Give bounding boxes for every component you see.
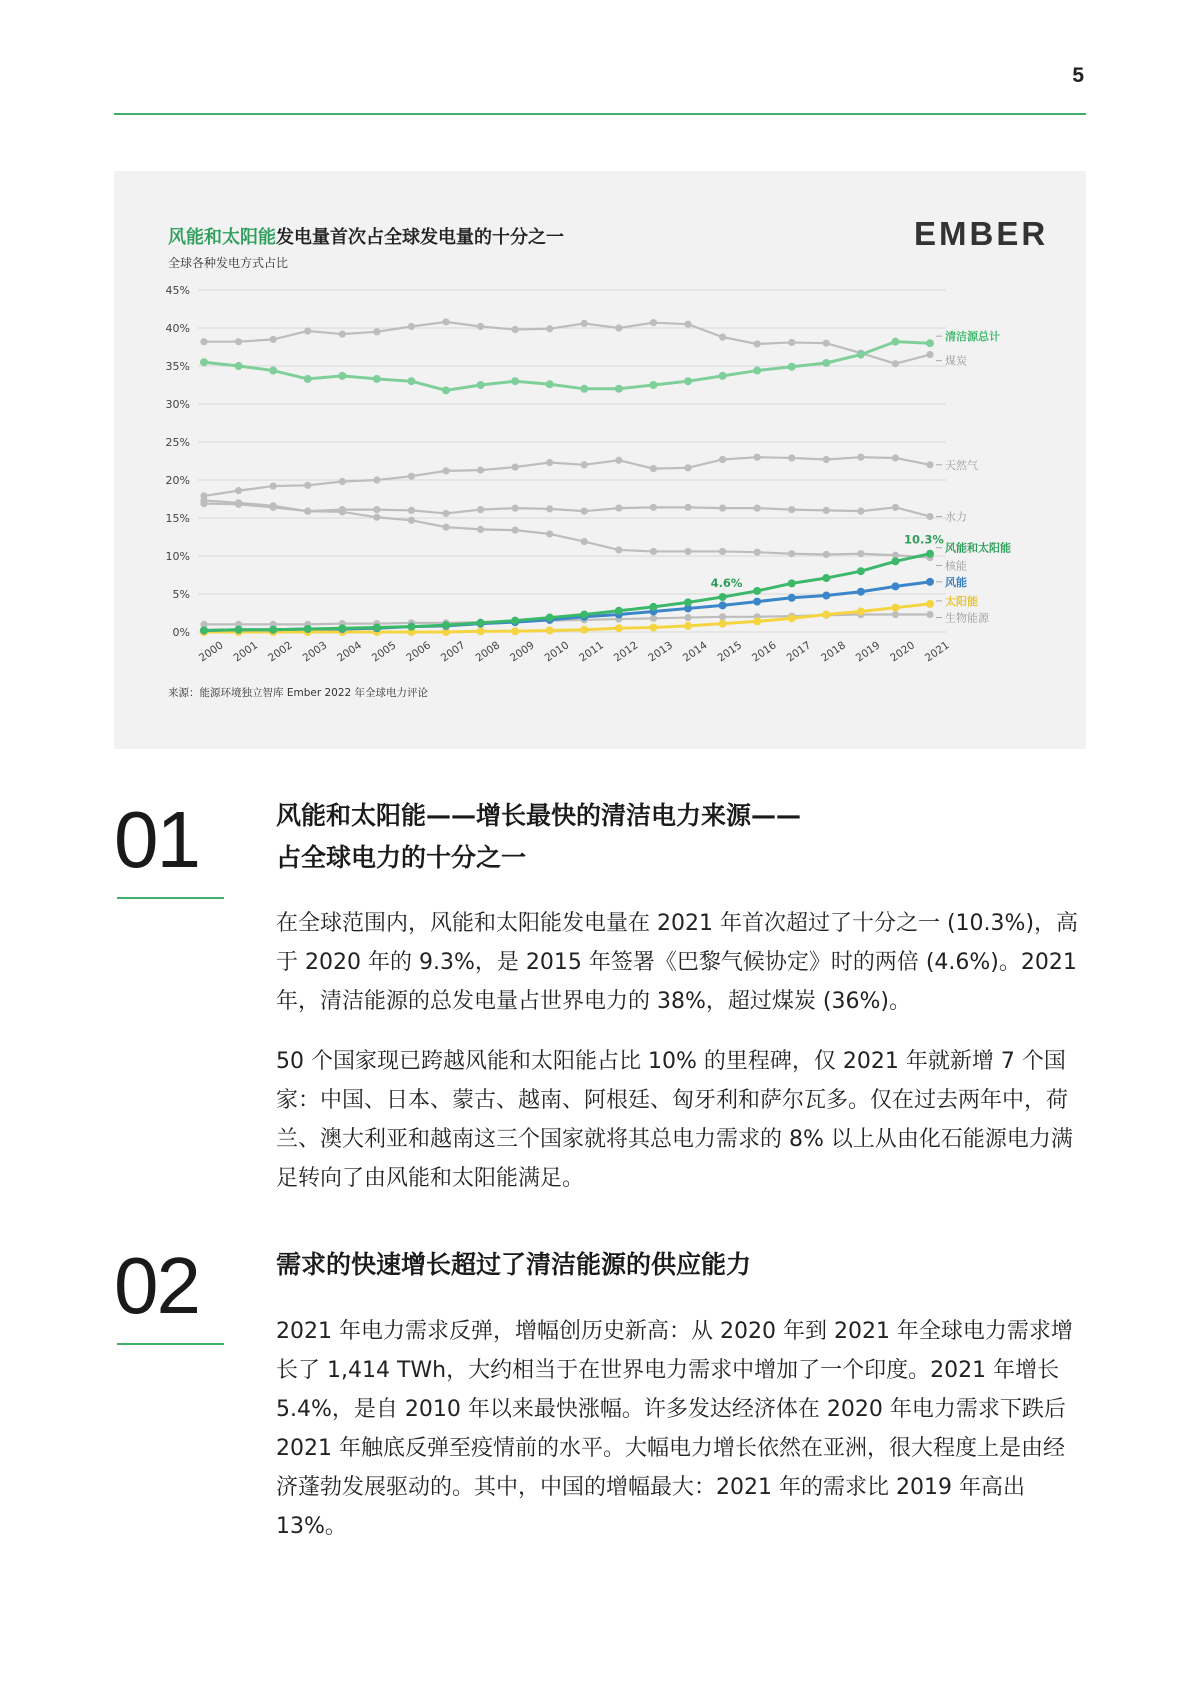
data-point <box>235 499 242 506</box>
data-point <box>822 359 830 367</box>
x-tick-label: 2009 <box>507 639 537 665</box>
data-point <box>407 377 415 385</box>
data-point <box>650 319 657 326</box>
x-tick-label: 2014 <box>680 639 710 665</box>
data-point <box>270 502 277 509</box>
data-point <box>615 324 622 331</box>
data-point <box>892 611 899 618</box>
series-label: 清洁源总计 <box>945 330 1000 344</box>
section-number: 01 <box>114 795 199 884</box>
chart-title-highlight: 风能和太阳能 <box>168 227 276 248</box>
data-point <box>304 508 311 515</box>
chart-figure <box>114 171 1086 749</box>
data-point <box>270 482 277 489</box>
data-point <box>269 367 277 375</box>
data-point <box>684 504 691 511</box>
y-tick-label: 45% <box>165 284 190 297</box>
data-point <box>857 351 865 359</box>
data-point <box>546 530 553 537</box>
series-label: 煤炭 <box>945 354 967 368</box>
data-point <box>719 456 726 463</box>
data-point <box>408 507 415 514</box>
x-tick-label: 2006 <box>404 639 434 665</box>
data-point <box>788 506 795 513</box>
data-point <box>650 465 657 472</box>
data-point <box>857 550 864 557</box>
x-tick-label: 2013 <box>646 639 676 665</box>
x-tick-label: 2004 <box>335 639 364 665</box>
section-heading <box>276 795 1036 879</box>
section-paragraph: 2021 年电力需求反弹，增幅创历史新高：从 2020 年到 2021 年全球电力需求增长了 1,414 TWh，大约相当于在世界电力需求中增加了一个印度。2021 年增长 5.4%，是自 2010 年以来最快涨幅。许多发达经济体在 2020 年电力需求下跌后 2021 年触底反弹至疫情前的水平。大幅电力增长依然在亚洲，很大程度上是由经济蓬勃发展驱动的。其中，中国的增幅最大：2021 年的需求比 2019 年高出 13%。 <box>276 1319 1073 1539</box>
data-point <box>719 620 727 628</box>
data-point <box>926 513 933 520</box>
data-point <box>477 323 484 330</box>
section-heading-line: 占全球电力的十分之一 <box>276 843 527 872</box>
data-point <box>788 363 796 371</box>
data-point <box>512 326 519 333</box>
data-point <box>822 611 830 619</box>
data-point <box>200 338 207 345</box>
data-point <box>546 459 553 466</box>
data-point <box>650 615 657 622</box>
data-point <box>926 611 933 618</box>
data-point <box>200 626 208 634</box>
data-point <box>235 626 243 634</box>
series-line <box>204 582 930 631</box>
y-tick-label: 25% <box>165 436 190 449</box>
data-point <box>719 613 726 620</box>
data-point <box>512 463 519 470</box>
series-label: 风能 <box>945 575 967 589</box>
data-point <box>788 454 795 461</box>
data-point <box>304 327 311 334</box>
section-divider <box>117 897 224 899</box>
data-point <box>512 527 519 534</box>
data-point <box>546 614 554 622</box>
data-point <box>235 338 242 345</box>
series-line <box>204 504 930 517</box>
data-point <box>684 614 691 621</box>
data-point <box>719 593 727 601</box>
data-point <box>857 567 865 575</box>
data-point <box>477 381 485 389</box>
x-tick-label: 2002 <box>265 639 295 665</box>
x-tick-label: 2015 <box>715 639 745 665</box>
x-tick-label: 2007 <box>438 639 468 665</box>
data-point <box>857 588 865 596</box>
data-point <box>857 454 864 461</box>
data-point <box>684 464 691 471</box>
section-paragraph: 50 个国家现已跨越风能和太阳能占比 10% 的里程碑，仅 2021 年就新增 7 个国家：中国、日本、蒙古、越南、阿根廷、匈牙利和萨尔瓦多。仅在过去两年中，荷兰、澳大利亚和越南这三个国家就将其总电力需求的 8% 以上从由化石能源电力满足转向了由风能和太阳能满足。 <box>276 1049 1073 1191</box>
data-point <box>477 506 484 513</box>
data-point <box>788 339 795 346</box>
data-point <box>477 526 484 533</box>
data-point <box>823 456 830 463</box>
x-tick-label: 2000 <box>196 639 226 665</box>
y-tick-label: 40% <box>165 322 190 335</box>
data-point <box>581 320 588 327</box>
data-point <box>822 574 830 582</box>
y-tick-label: 15% <box>165 512 190 525</box>
section-heading <box>276 1244 1036 1286</box>
data-point <box>719 372 727 380</box>
data-point <box>338 372 346 380</box>
data-point <box>684 321 691 328</box>
data-point <box>546 505 553 512</box>
data-point <box>753 598 761 606</box>
data-point <box>684 598 692 606</box>
data-point <box>719 505 726 512</box>
data-point <box>442 621 450 629</box>
data-point <box>581 508 588 515</box>
data-point <box>304 482 311 489</box>
series-label: 太阳能 <box>945 594 978 608</box>
data-point <box>891 557 899 565</box>
chart-title-rest: 发电量首次占全球发电量的十分之一 <box>276 227 564 248</box>
data-point <box>823 340 830 347</box>
data-point <box>926 600 934 608</box>
data-point <box>926 578 934 586</box>
data-point <box>650 548 657 555</box>
data-point <box>719 601 727 609</box>
data-point <box>512 505 519 512</box>
data-point <box>442 467 449 474</box>
data-point <box>581 538 588 545</box>
data-point <box>235 487 242 494</box>
data-point <box>373 476 380 483</box>
data-point <box>477 619 485 627</box>
x-tick-label: 2010 <box>542 639 572 665</box>
x-tick-label: 2011 <box>577 639 606 665</box>
data-point <box>615 607 623 615</box>
data-point <box>753 617 761 625</box>
data-point <box>511 627 519 635</box>
data-point <box>926 550 934 558</box>
x-tick-label: 2003 <box>300 639 330 665</box>
data-point <box>926 339 934 347</box>
data-point <box>304 375 312 383</box>
annotation-label: 10.3% <box>904 532 944 547</box>
data-point <box>754 505 761 512</box>
y-tick-label: 30% <box>165 398 190 411</box>
data-point <box>407 623 415 631</box>
x-tick-label: 2001 <box>231 639 261 665</box>
data-point <box>788 594 796 602</box>
data-point <box>339 508 346 515</box>
chart-source: 来源：能源环境独立智库 Ember 2022 年全球电力评论 <box>168 687 429 699</box>
data-point <box>477 467 484 474</box>
data-point <box>684 377 692 385</box>
data-point <box>719 548 726 555</box>
annotation-label: 4.6% <box>710 576 743 591</box>
data-point <box>511 377 519 385</box>
data-point <box>891 604 899 612</box>
ember-logo: EMBER <box>914 215 1049 252</box>
y-tick-label: 35% <box>165 360 190 373</box>
data-point <box>546 325 553 332</box>
data-point <box>926 351 933 358</box>
data-point <box>546 626 554 634</box>
data-point <box>339 478 346 485</box>
data-point <box>581 461 588 468</box>
data-point <box>892 504 899 511</box>
data-point <box>546 380 554 388</box>
data-point <box>684 548 691 555</box>
data-point <box>580 385 588 393</box>
data-point <box>200 497 207 504</box>
data-point <box>408 323 415 330</box>
data-point <box>615 505 622 512</box>
data-point <box>857 508 864 515</box>
data-point <box>580 611 588 619</box>
data-point <box>649 623 657 631</box>
data-point <box>235 362 243 370</box>
section-heading-line: 需求的快速增长超过了清洁能源的供应能力 <box>276 1250 752 1279</box>
x-tick-label: 2005 <box>369 639 399 665</box>
data-point <box>615 546 622 553</box>
data-point <box>892 360 899 367</box>
series-label: 风能和太阳能 <box>945 541 1011 555</box>
data-point <box>270 336 277 343</box>
x-tick-label: 2018 <box>819 639 848 665</box>
x-tick-label: 2008 <box>473 639 503 665</box>
data-point <box>891 338 899 346</box>
section-heading-line: 风能和太阳能——增长最快的清洁电力来源—— <box>276 801 802 830</box>
data-point <box>857 607 865 615</box>
data-point <box>304 625 312 633</box>
data-point <box>753 367 761 375</box>
page-number: 5 <box>1072 64 1084 87</box>
data-point <box>822 592 830 600</box>
series-label: 天然气 <box>945 458 978 472</box>
x-tick-label: 2012 <box>611 639 641 665</box>
series-label: 核能 <box>945 559 967 573</box>
y-tick-label: 20% <box>165 474 190 487</box>
data-point <box>373 328 380 335</box>
data-point <box>788 579 796 587</box>
series-label: 水力 <box>945 510 967 524</box>
data-point <box>788 614 796 622</box>
data-point <box>373 623 381 631</box>
data-point <box>442 318 449 325</box>
data-point <box>373 514 380 521</box>
data-point <box>442 524 449 531</box>
top-divider <box>114 113 1086 115</box>
section-divider <box>117 1343 224 1345</box>
data-point <box>511 617 519 625</box>
data-point <box>442 510 449 517</box>
data-point <box>892 454 899 461</box>
data-point <box>891 582 899 590</box>
data-point <box>477 627 485 635</box>
data-point <box>615 624 623 632</box>
data-point <box>788 550 795 557</box>
line-chart <box>114 171 1086 749</box>
data-point <box>615 385 623 393</box>
data-point <box>649 381 657 389</box>
series-line <box>204 457 930 496</box>
data-point <box>408 517 415 524</box>
series-label: 生物能源 <box>945 611 989 625</box>
data-point <box>580 626 588 634</box>
data-point <box>615 457 622 464</box>
x-tick-label: 2021 <box>922 639 952 665</box>
data-point <box>373 506 380 513</box>
data-point <box>373 375 381 383</box>
x-tick-label: 2017 <box>784 639 814 665</box>
y-tick-label: 0% <box>172 626 190 639</box>
data-point <box>754 454 761 461</box>
data-point <box>339 330 346 337</box>
data-point <box>754 340 761 347</box>
data-point <box>753 587 761 595</box>
section-number: 02 <box>114 1241 199 1330</box>
data-point <box>754 549 761 556</box>
data-point <box>200 358 208 366</box>
y-tick-label: 5% <box>172 588 190 601</box>
data-point <box>650 504 657 511</box>
data-point <box>408 473 415 480</box>
data-point <box>442 386 450 394</box>
chart-subtitle: 全球各种发电方式占比 <box>168 256 289 270</box>
data-point <box>338 624 346 632</box>
data-point <box>269 626 277 634</box>
x-tick-label: 2019 <box>853 639 883 665</box>
y-tick-label: 10% <box>165 550 190 563</box>
section-paragraph: 在全球范围内，风能和太阳能发电量在 2021 年首次超过了十分之一 (10.3%)，高于 2020 年的 9.3%，是 2015 年签署《巴黎气候协定》时的两倍 (4.6%)。2021 年，清洁能源的总发电量占世界电力的 38%，超过煤炭 (36%)。 <box>276 911 1079 1014</box>
data-point <box>719 334 726 341</box>
data-point <box>926 461 933 468</box>
x-tick-label: 2016 <box>749 639 779 665</box>
data-point <box>649 603 657 611</box>
data-point <box>823 507 830 514</box>
data-point <box>684 622 692 630</box>
data-point <box>823 551 830 558</box>
x-tick-label: 2020 <box>888 639 918 665</box>
